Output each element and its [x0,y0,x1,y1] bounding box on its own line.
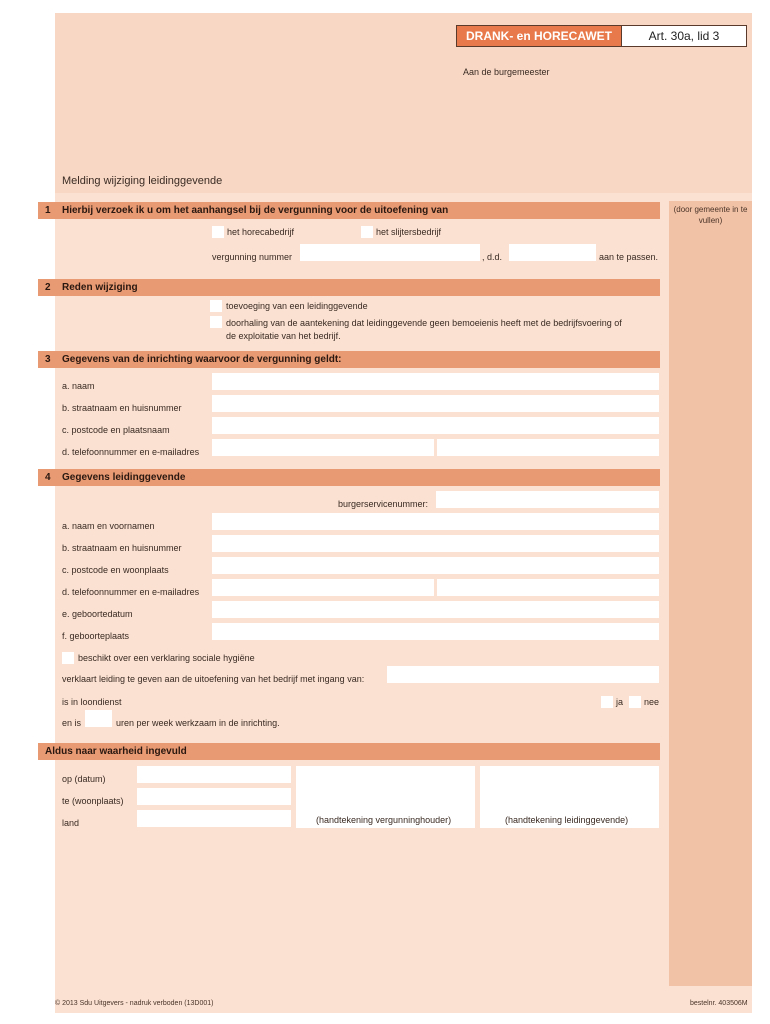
holder-signature-label: (handtekening vergunninghouder) [316,815,452,825]
manager-street-input[interactable] [212,535,659,552]
manager-name-label: a. naam en voornamen [62,521,155,531]
start-date-label: verklaart leiding te geven aan de uitoefening van het bedrijf met ingang van: [62,674,365,684]
birthplace-label: f. geboorteplaats [62,631,130,641]
form-title: Melding wijziging leidinggevende [62,175,223,187]
establishment-street-input[interactable] [212,395,659,412]
recipient-label: Aan de burgemeester [463,67,550,77]
signature-place-input[interactable] [137,788,291,805]
license-date-input[interactable] [509,244,596,261]
municipality-note: (door gemeente in te vullen) [673,205,748,225]
establishment-email-input[interactable] [437,439,659,456]
employed-yes-label: ja [616,697,624,707]
establishment-phone-input[interactable] [212,439,434,456]
hours-label: uren per week werkzaam in de inrichting. [116,718,280,728]
signature-place-label: te (woonplaats) [62,796,124,806]
establishment-postcode-label: c. postcode en plaatsnaam [62,425,170,435]
manager-phone-input[interactable] [212,579,434,596]
remove-annotation-label-2: de exploitatie van het bedrijf. [226,331,341,341]
establishment-street-label: b. straatnaam en huisnummer [62,403,182,413]
remove-annotation-checkbox[interactable] [210,316,222,328]
establishment-name-input[interactable] [212,373,659,390]
municipality-column [669,201,752,986]
manager-street-label: b. straatnaam en huisnummer [62,543,182,553]
establishment-phone-label: d. telefoonnummer en e-mailadres [62,447,200,457]
article-tag: Art. 30a, lid 3 [621,25,747,47]
license-number-input[interactable] [300,244,480,261]
bsn-label: burgerservicenummer: [338,499,429,509]
manager-postcode-label: c. postcode en woonplaats [62,565,169,575]
remove-annotation-label-1: doorhaling van de aantekening dat leidinggevende geen bemoeienis heeft met de bedrijfsvoering of [226,318,622,328]
suffix-label: aan te passen. [599,252,659,262]
copyright-text: © 2013 Sdu Uitgevers - nadruk verboden (13D001) [55,1000,214,1007]
order-number: bestelnr. 403506M [690,1000,748,1007]
section-3-title: Gegevens van de inrichting waarvoor de vergunning geldt: [62,354,342,365]
slijters-label: het slijtersbedrijf [376,227,442,237]
manager-phone-label: d. telefoonnummer en e-mailadres [62,587,200,597]
establishment-name-label: a. naam [62,381,95,391]
and-is-label: en is [62,718,82,728]
dated-label: , d.d. [482,252,503,262]
manager-email-input[interactable] [437,579,659,596]
license-number-label: vergunning nummer [212,252,293,262]
section-1-number: 1 [45,205,51,216]
start-date-input[interactable] [387,666,659,683]
section-2-number: 2 [45,282,51,293]
establishment-postcode-input[interactable] [212,417,659,434]
signature-title: Aldus naar waarheid ingevuld [45,746,187,757]
birthdate-input[interactable] [212,601,659,618]
section-1-title: Hierbij verzoek ik u om het aanhangsel bij de vergunning voor de uitoefening van [62,205,449,216]
section-3-number: 3 [45,354,51,365]
horeca-checkbox[interactable] [212,226,224,238]
bsn-input[interactable] [436,491,659,508]
section-2-title: Reden wijziging [62,282,138,293]
hygiene-label: beschikt over een verklaring sociale hygiëne [78,653,255,663]
section-4-number: 4 [45,472,51,483]
employed-no-checkbox[interactable] [629,696,641,708]
hygiene-checkbox[interactable] [62,652,74,664]
manager-postcode-input[interactable] [212,557,659,574]
employed-label: is in loondienst [62,697,122,707]
signature-date-input[interactable] [137,766,291,783]
signature-country-input[interactable] [137,810,291,827]
law-tag: DRANK- en HORECAWET [456,25,622,47]
signature-country-label: land [62,818,80,828]
horeca-label: het horecabedrijf [227,227,295,237]
signature-date-label: op (datum) [62,774,106,784]
employed-no-label: nee [644,697,660,707]
slijters-checkbox[interactable] [361,226,373,238]
section-4-title: Gegevens leidinggevende [62,472,186,483]
employed-yes-checkbox[interactable] [601,696,613,708]
hours-input[interactable] [85,710,112,727]
birthdate-label: e. geboortedatum [62,609,133,619]
birthplace-input[interactable] [212,623,659,640]
add-manager-checkbox[interactable] [210,300,222,312]
manager-signature-label: (handtekening leidinggevende) [505,815,629,825]
add-manager-label: toevoeging van een leidinggevende [226,301,368,311]
manager-name-input[interactable] [212,513,659,530]
